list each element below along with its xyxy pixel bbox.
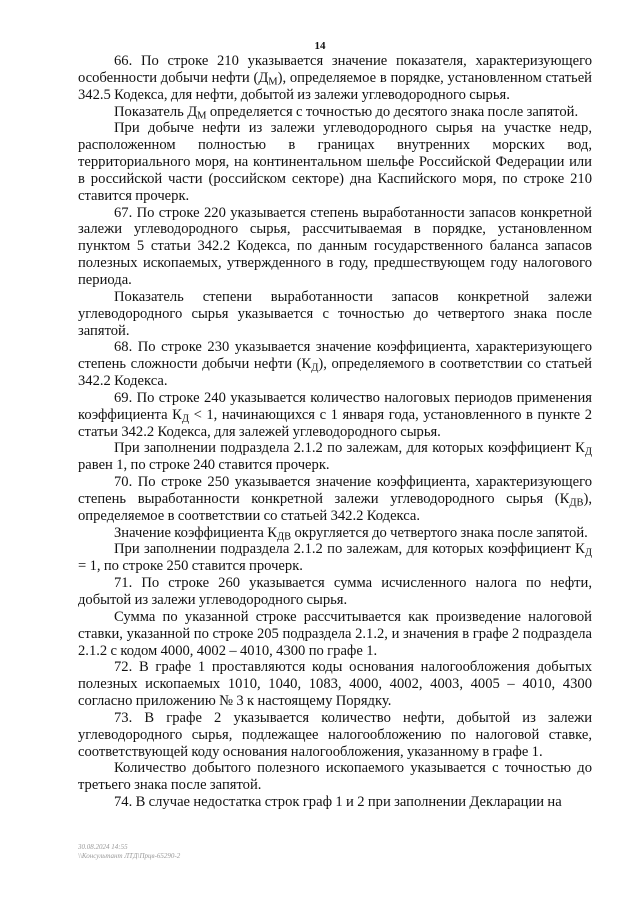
paragraph-73-precision: Количество добытого полезного ископаемого указывается с точностью до третьего знака после запятой. — [78, 760, 592, 794]
paragraph-67-precision: Показатель степени выработанности запасов конкретной залежи углеводородного сырья указывается с точностью до четвертого знака после запятой. — [78, 288, 592, 339]
footer-date: 30.08.2024 14:55 — [78, 843, 128, 851]
paragraph-66-precision: Показатель $Д_М$ определяется с точностью до десятого знака после запятой. — [114, 103, 579, 122]
paragraph-73: 73. В графе 2 указывается количество нефти, добытой из залежи углеводородного сырья, подлежащее налогообложению по налоговой ставке, соответствующей коду основания налогообложения, указанному в графе 1. — [78, 709, 592, 760]
paragraph-69: 69. По строке 240 указывается количество налоговых периодов применения коэффициента $К_Д < 1$, начинающихся с 1 января года, установленного в пункте 2 статьи 342.2 Кодекса, для залежей углеводородного сырья. — [78, 389, 592, 440]
paragraph-70-dash: При заполнении подраздела 2.1.2 по залежам, для которых коэффициент $К_Д = 1$, по строке 250 ставится прочерк. — [78, 541, 592, 575]
page-number: 14 — [314, 40, 326, 52]
paragraph-67: 67. По строке 220 указывается степень выработанности запасов конкретной залежи углеводородного сырья, рассчитываемая в порядке, установленном пунктом 5 статьи 342.2 Кодекса, по данным государственного баланса запасов полезных ископаемых, утвержденного в году, предшествующем году налогового периода. — [78, 204, 592, 288]
footer-doc-id: \\Консультант ЛТД\Прцв-65290-2 — [78, 852, 181, 860]
paragraph-66-offshore: При добыче нефти из залежи углеводородного сырья на участке недр, расположенном полностью в границах внутренних морских вод, территориального моря, на континентальном шельфе Российской Федерации или в российской части (российском секторе) дна Каспийского моря, по строке 210 ставится прочерк. — [78, 120, 592, 204]
paragraph-74: 74. В случае недостатка строк граф 1 и 2 при заполнении Декларации на — [114, 794, 562, 811]
footer-stamp — [78, 843, 180, 861]
paragraph-71-calc: Сумма по указанной строке рассчитывается как произведение налоговой ставки, указанной по строке 205 подраздела 2.1.2, и значения в графе 2 подраздела 2.1.2 с кодом 4000, 4002 – 4010, 4300 по графе 1. — [78, 608, 592, 659]
paragraph-70-rounding: Значение коэффициента $К_{ДВ}$ округляется до четвертого знака после запятой. — [114, 524, 588, 543]
document-body — [78, 53, 592, 811]
paragraph-71: 71. По строке 260 указывается сумма исчисленного налога по нефти, добытой из залежи углеводородного сырья. — [78, 575, 592, 608]
paragraph-66: 66. По строке 210 указывается значение показателя, характеризующего особенности добычи нефти $(Д_М)$, определяемое в порядке, установленном статьей 342.5 Кодекса, для нефти, добытой из залежи углеводородного сырья. — [78, 53, 592, 103]
paragraph-72: 72. В графе 1 проставляются коды основания налогообложения добытых полезных ископаемых 1010, 1040, 1083, 4000, 4002, 4003, 4005 – 4010, 4300 согласно приложению № 3 к настоящему Порядку. — [78, 659, 592, 710]
paragraph-70: 70. По строке 250 указывается значение коэффициента, характеризующего степень выработанности конкретной залежи углеводородного сырья $(К_{ДВ})$, определяемое в соответствии со статьей 342.2 Кодекса. — [78, 474, 592, 524]
paragraph-68: 68. По строке 230 указывается значение коэффициента, характеризующего степень сложности добычи нефти $(К_Д)$, определяемого в соответствии со статьей 342.2 Кодекса. — [78, 339, 592, 390]
paragraph-69-dash: При заполнении подраздела 2.1.2 по залежам, для которых коэффициент $К_Д$ равен 1, по строке 240 ставится прочерк. — [78, 440, 592, 474]
